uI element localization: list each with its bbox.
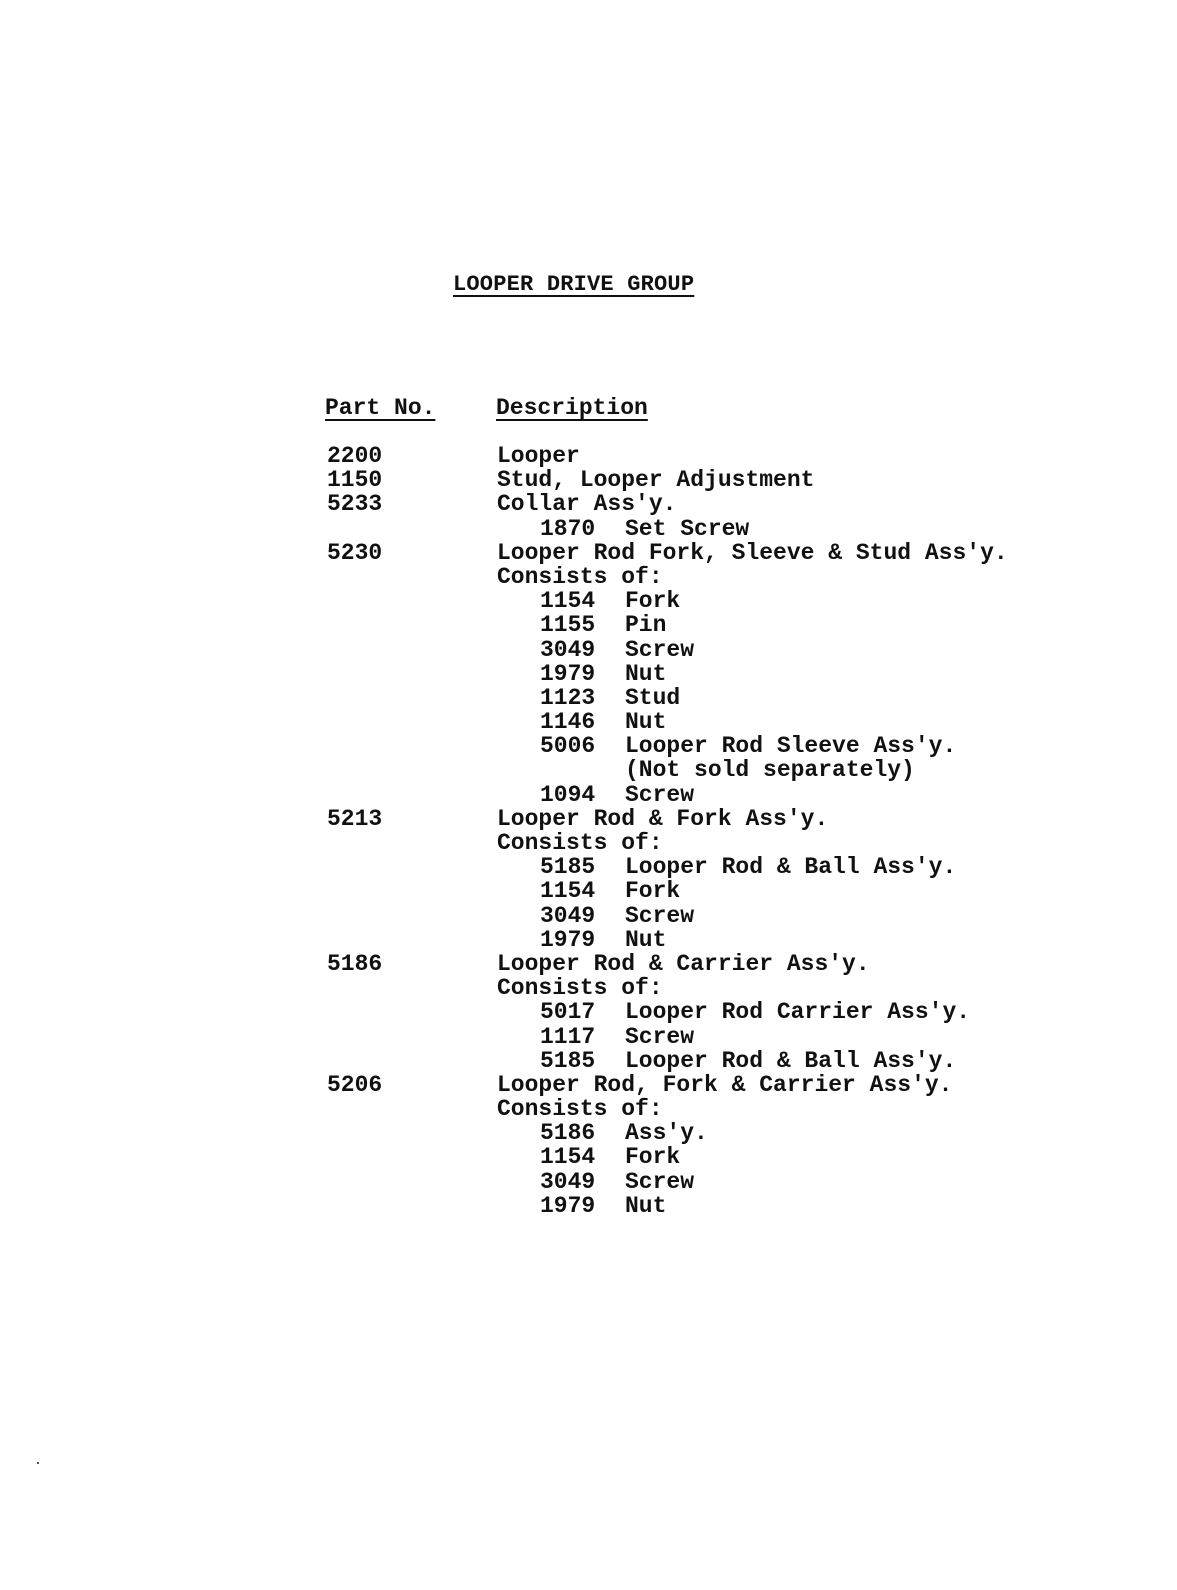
parts-row (327, 686, 1087, 710)
parts-row (327, 565, 1087, 589)
parts-row (327, 904, 1087, 928)
component-part-number: 1123 (540, 684, 596, 711)
part-number: 5230 (327, 539, 383, 566)
component-description: Nut (625, 660, 667, 687)
parts-row (327, 1097, 1087, 1121)
parts-row (327, 734, 1087, 758)
component-description: Looper Rod Sleeve Ass'y. (625, 733, 957, 760)
parts-row (327, 1194, 1087, 1218)
component-description: Looper Rod & Ball Ass'y. (625, 1047, 957, 1074)
component-description: Screw (625, 1023, 695, 1050)
parts-row (327, 807, 1087, 831)
part-number: 1150 (327, 467, 383, 494)
part-no-header: Part No. (325, 395, 436, 421)
parts-row (327, 1049, 1087, 1073)
component-part-number: 1094 (540, 781, 596, 808)
parts-row (327, 444, 1087, 468)
parts-row (327, 1025, 1087, 1049)
part-description: Looper Rod & Fork Ass'y. (497, 805, 829, 832)
parts-row (327, 541, 1087, 565)
parts-row (327, 783, 1087, 807)
page-title: LOOPER DRIVE GROUP (453, 272, 695, 297)
component-description: Screw (625, 1168, 695, 1195)
parts-row (327, 1145, 1087, 1169)
component-part-number: 1979 (540, 926, 596, 953)
component-description: Looper Rod & Ball Ass'y. (625, 854, 957, 881)
parts-row (327, 855, 1087, 879)
component-part-number: 1155 (540, 612, 596, 639)
component-description: Nut (625, 926, 667, 953)
parts-row (327, 468, 1087, 492)
part-description: Looper Rod Fork, Sleeve & Stud Ass'y. (497, 539, 1008, 566)
component-part-number: 5185 (540, 854, 596, 881)
parts-row (327, 589, 1087, 613)
parts-row (327, 517, 1087, 541)
parts-row (327, 879, 1087, 903)
part-description: Consists of: (497, 563, 663, 590)
parts-row (327, 831, 1087, 855)
parts-row (327, 638, 1087, 662)
description-header: Description (496, 395, 648, 421)
component-part-number: 1154 (540, 878, 596, 905)
component-part-number: 3049 (540, 1168, 596, 1195)
parts-row (327, 952, 1087, 976)
component-description: Nut (625, 1192, 667, 1219)
parts-row (327, 1170, 1087, 1194)
component-description: Fork (625, 588, 681, 615)
part-description: Consists of: (497, 830, 663, 856)
part-number: 2200 (327, 443, 383, 469)
parts-row (327, 1073, 1087, 1097)
part-number: 5186 (327, 950, 383, 977)
component-description: Nut (625, 709, 667, 736)
component-description: Fork (625, 878, 681, 905)
parts-row (327, 976, 1087, 1000)
component-description: Screw (625, 781, 695, 808)
component-part-number: 3049 (540, 636, 596, 663)
component-part-number: 1979 (540, 660, 596, 687)
component-part-number: 5185 (540, 1047, 596, 1074)
component-part-number: 1146 (540, 709, 596, 736)
parts-row (327, 710, 1087, 734)
component-part-number: 1117 (540, 1023, 596, 1050)
part-description: Looper (497, 443, 580, 469)
part-description: Looper Rod & Carrier Ass'y. (497, 950, 870, 977)
parts-row (327, 758, 1087, 782)
component-part-number: 3049 (540, 902, 596, 929)
component-part-number: 5006 (540, 733, 596, 760)
component-part-number: 1979 (540, 1192, 596, 1219)
component-part-number: 5017 (540, 999, 596, 1026)
part-description: Stud, Looper Adjustment (497, 467, 815, 494)
part-description: Looper Rod, Fork & Carrier Ass'y. (497, 1071, 953, 1098)
part-description: Consists of: (497, 975, 663, 1002)
parts-row (327, 928, 1087, 952)
component-part-number: 1154 (540, 588, 596, 615)
parts-row (327, 662, 1087, 686)
component-description: Ass'y. (625, 1120, 708, 1147)
scan-speck (37, 1462, 39, 1464)
parts-row (327, 492, 1087, 516)
part-description: Consists of: (497, 1096, 663, 1123)
component-part-number: 1870 (540, 515, 596, 542)
part-description: Collar Ass'y. (497, 491, 677, 518)
component-description: Fork (625, 1144, 681, 1171)
component-description: Stud (625, 684, 681, 711)
parts-row (327, 1000, 1087, 1024)
component-part-number: 5186 (540, 1120, 596, 1147)
component-part-number: 1154 (540, 1144, 596, 1171)
parts-row (327, 1121, 1087, 1145)
component-description: Set Screw (625, 515, 750, 542)
component-description: Screw (625, 902, 695, 929)
part-number: 5233 (327, 491, 383, 518)
parts-list (327, 444, 1087, 1218)
parts-row (327, 613, 1087, 637)
component-description: (Not sold separately) (625, 757, 915, 784)
part-number: 5206 (327, 1071, 383, 1098)
component-description: Pin (625, 612, 667, 639)
component-description: Screw (625, 636, 695, 663)
part-number: 5213 (327, 805, 383, 832)
component-description: Looper Rod Carrier Ass'y. (625, 999, 971, 1026)
